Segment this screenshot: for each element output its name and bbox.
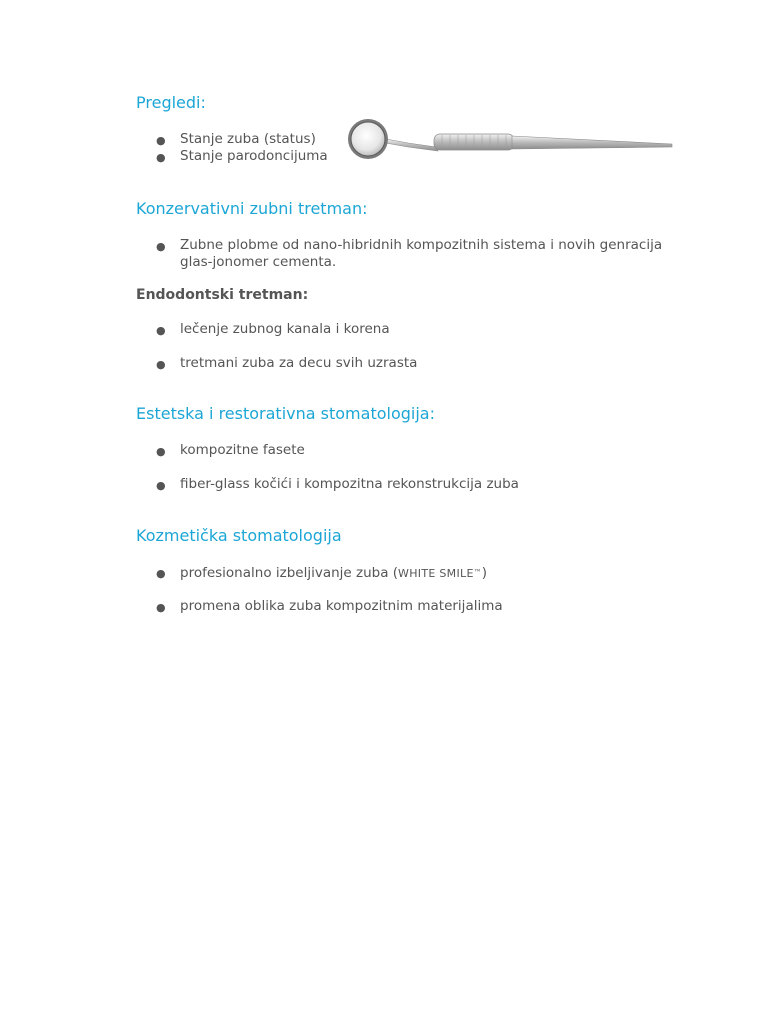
section-heading-konzervativni: Konzervativni zubni tretman: <box>136 199 368 218</box>
trademark-symbol: ™ <box>473 568 482 577</box>
bullet-icon: ● <box>156 358 166 371</box>
dental-mirror-icon <box>346 114 676 166</box>
section-heading-kozmeticka: Kozmetička stomatologija <box>136 526 342 545</box>
whitening-prefix: profesionalno izbeljivanje zuba ( <box>180 565 399 581</box>
list-item-text: Stanje zuba (status) <box>180 131 316 147</box>
list-item-text: Zubne plobme od nano-hibridnih kompozitnih sistema i novih genracija glas-jonomer cementa. <box>180 237 663 270</box>
list-item-text: promena oblika zuba kompozitnim materijalima <box>180 598 503 614</box>
list-item-text: tretmani zuba za decu svih uzrasta <box>180 355 418 371</box>
bullet-icon: ● <box>156 479 166 492</box>
bullet-icon: ● <box>156 324 166 337</box>
list-item-text: kompozitne fasete <box>180 442 305 458</box>
bullet-icon: ● <box>156 567 166 580</box>
bullet-icon: ● <box>156 445 166 458</box>
bullet-icon: ● <box>156 240 166 253</box>
bullet-icon: ● <box>156 134 166 147</box>
section-heading-pregledi: Pregledi: <box>136 93 206 112</box>
list-item-text <box>180 564 487 582</box>
bullet-icon: ● <box>156 151 166 164</box>
list-item-text: Stanje parodoncijuma <box>180 148 328 164</box>
brand-name: WHITE SMILE <box>398 567 474 580</box>
list-item-text: fiber-glass kočići i kompozitna rekonstrukcija zuba <box>180 476 519 492</box>
section-heading-endodontski: Endodontski tretman: <box>136 287 309 303</box>
list-item-text: lečenje zubnog kanala i korena <box>180 321 390 337</box>
whitening-suffix: ) <box>481 565 487 581</box>
section-heading-estetska: Estetska i restorativna stomatologija: <box>136 404 435 423</box>
bullet-icon: ● <box>156 601 166 614</box>
